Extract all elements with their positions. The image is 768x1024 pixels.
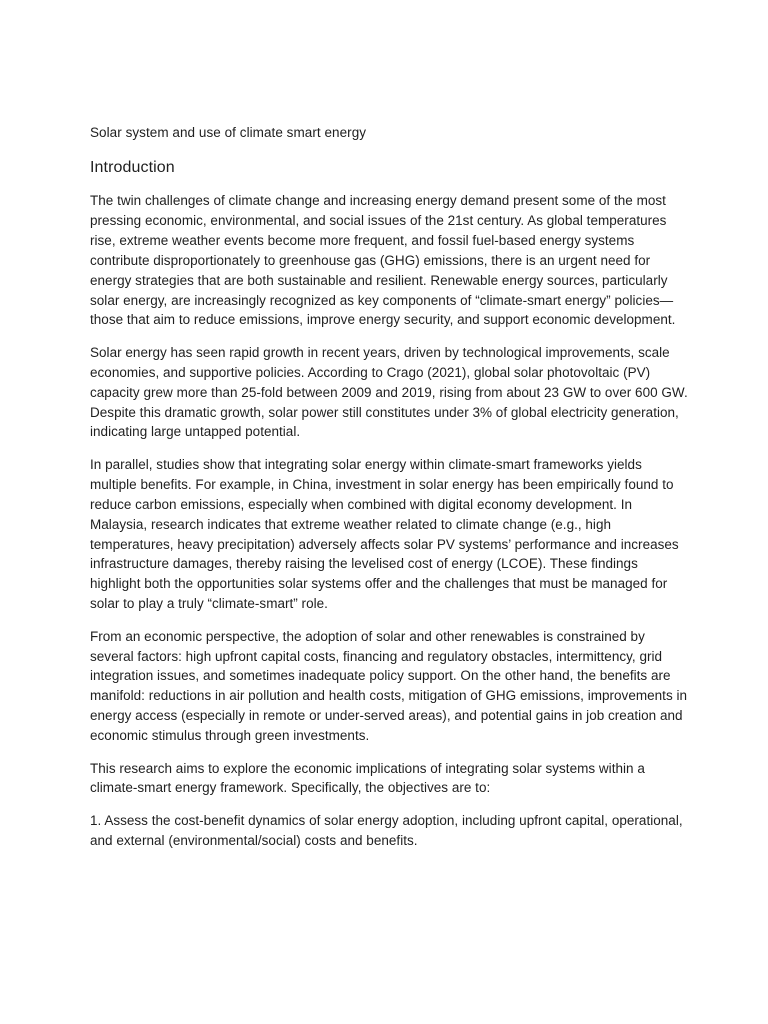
paragraph-solar-growth: Solar energy has seen rapid growth in recent years, driven by technological improvements, scale economies, and supportive policies. According to Crago (2021), global solar photovoltaic (PV) capacity grew more than 25-fold between 2009 and 2019, rising from about 23 GW to over 600 GW. Despite this dramatic growth, solar power still constitutes under 3% of global electricity generation, indicating large untapped potential. bbox=[90, 344, 688, 440]
paragraph-climate-challenges: The twin challenges of climate change and increasing energy demand present some of the most pressing economic, environmental, and social issues of the 21st century. As global temperatures rise, extreme weather events become more frequent, and fossil fuel-based energy systems contribute disproportionately to greenhouse gas (GHG) emissions, there is an urgent need for energy strategies that are both sustainable and resilient. Renewable energy sources, particularly solar energy, are increasingly recognized as key components of “climate-smart energy” policies—those that aim to reduce emissions, improve energy security, and support economic development. bbox=[90, 193, 676, 328]
paragraph-objective-1: 1. Assess the cost-benefit dynamics of solar energy adoption, including upfront capital, operational, and external (environmental/social) costs and benefits. bbox=[90, 812, 683, 848]
paragraph-climate-smart-benefits: In parallel, studies show that integrating solar energy within climate-smart frameworks yields multiple benefits. For example, in China, investment in solar energy has been empirically found to reduce carbon emissions, especially when combined with digital economy development. In Malaysia, research indicates that extreme weather related to climate change (e.g., high temperatures, heavy precipitation) adversely affects solar PV systems’ performance and increases infrastructure damages, thereby raising the levelised cost of energy (LCOE). These findings highlight both the opportunities solar systems offer and the challenges that must be managed for solar to play a truly “climate-smart” role. bbox=[90, 456, 679, 612]
section-heading-introduction: Introduction bbox=[90, 159, 175, 176]
paragraph-research-aims: This research aims to explore the economic implications of integrating solar systems within a climate-smart energy framework. Specifically, the objectives are to: bbox=[90, 760, 645, 796]
document-page bbox=[90, 123, 690, 863]
document-title: Solar system and use of climate smart energy bbox=[90, 125, 367, 140]
paragraph-economic-perspective: From an economic perspective, the adoption of solar and other renewables is constrained by several factors: high upfront capital costs, financing and regulatory obstacles, intermittency, grid integration issues, and sometimes inadequate policy support. On the other hand, the benefits are manifold: reductions in air pollution and health costs, mitigation of GHG emissions, improvements in energy access (especially in remote or under-served areas), and potential gains in job creation and economic stimulus through green investments. bbox=[90, 628, 688, 744]
